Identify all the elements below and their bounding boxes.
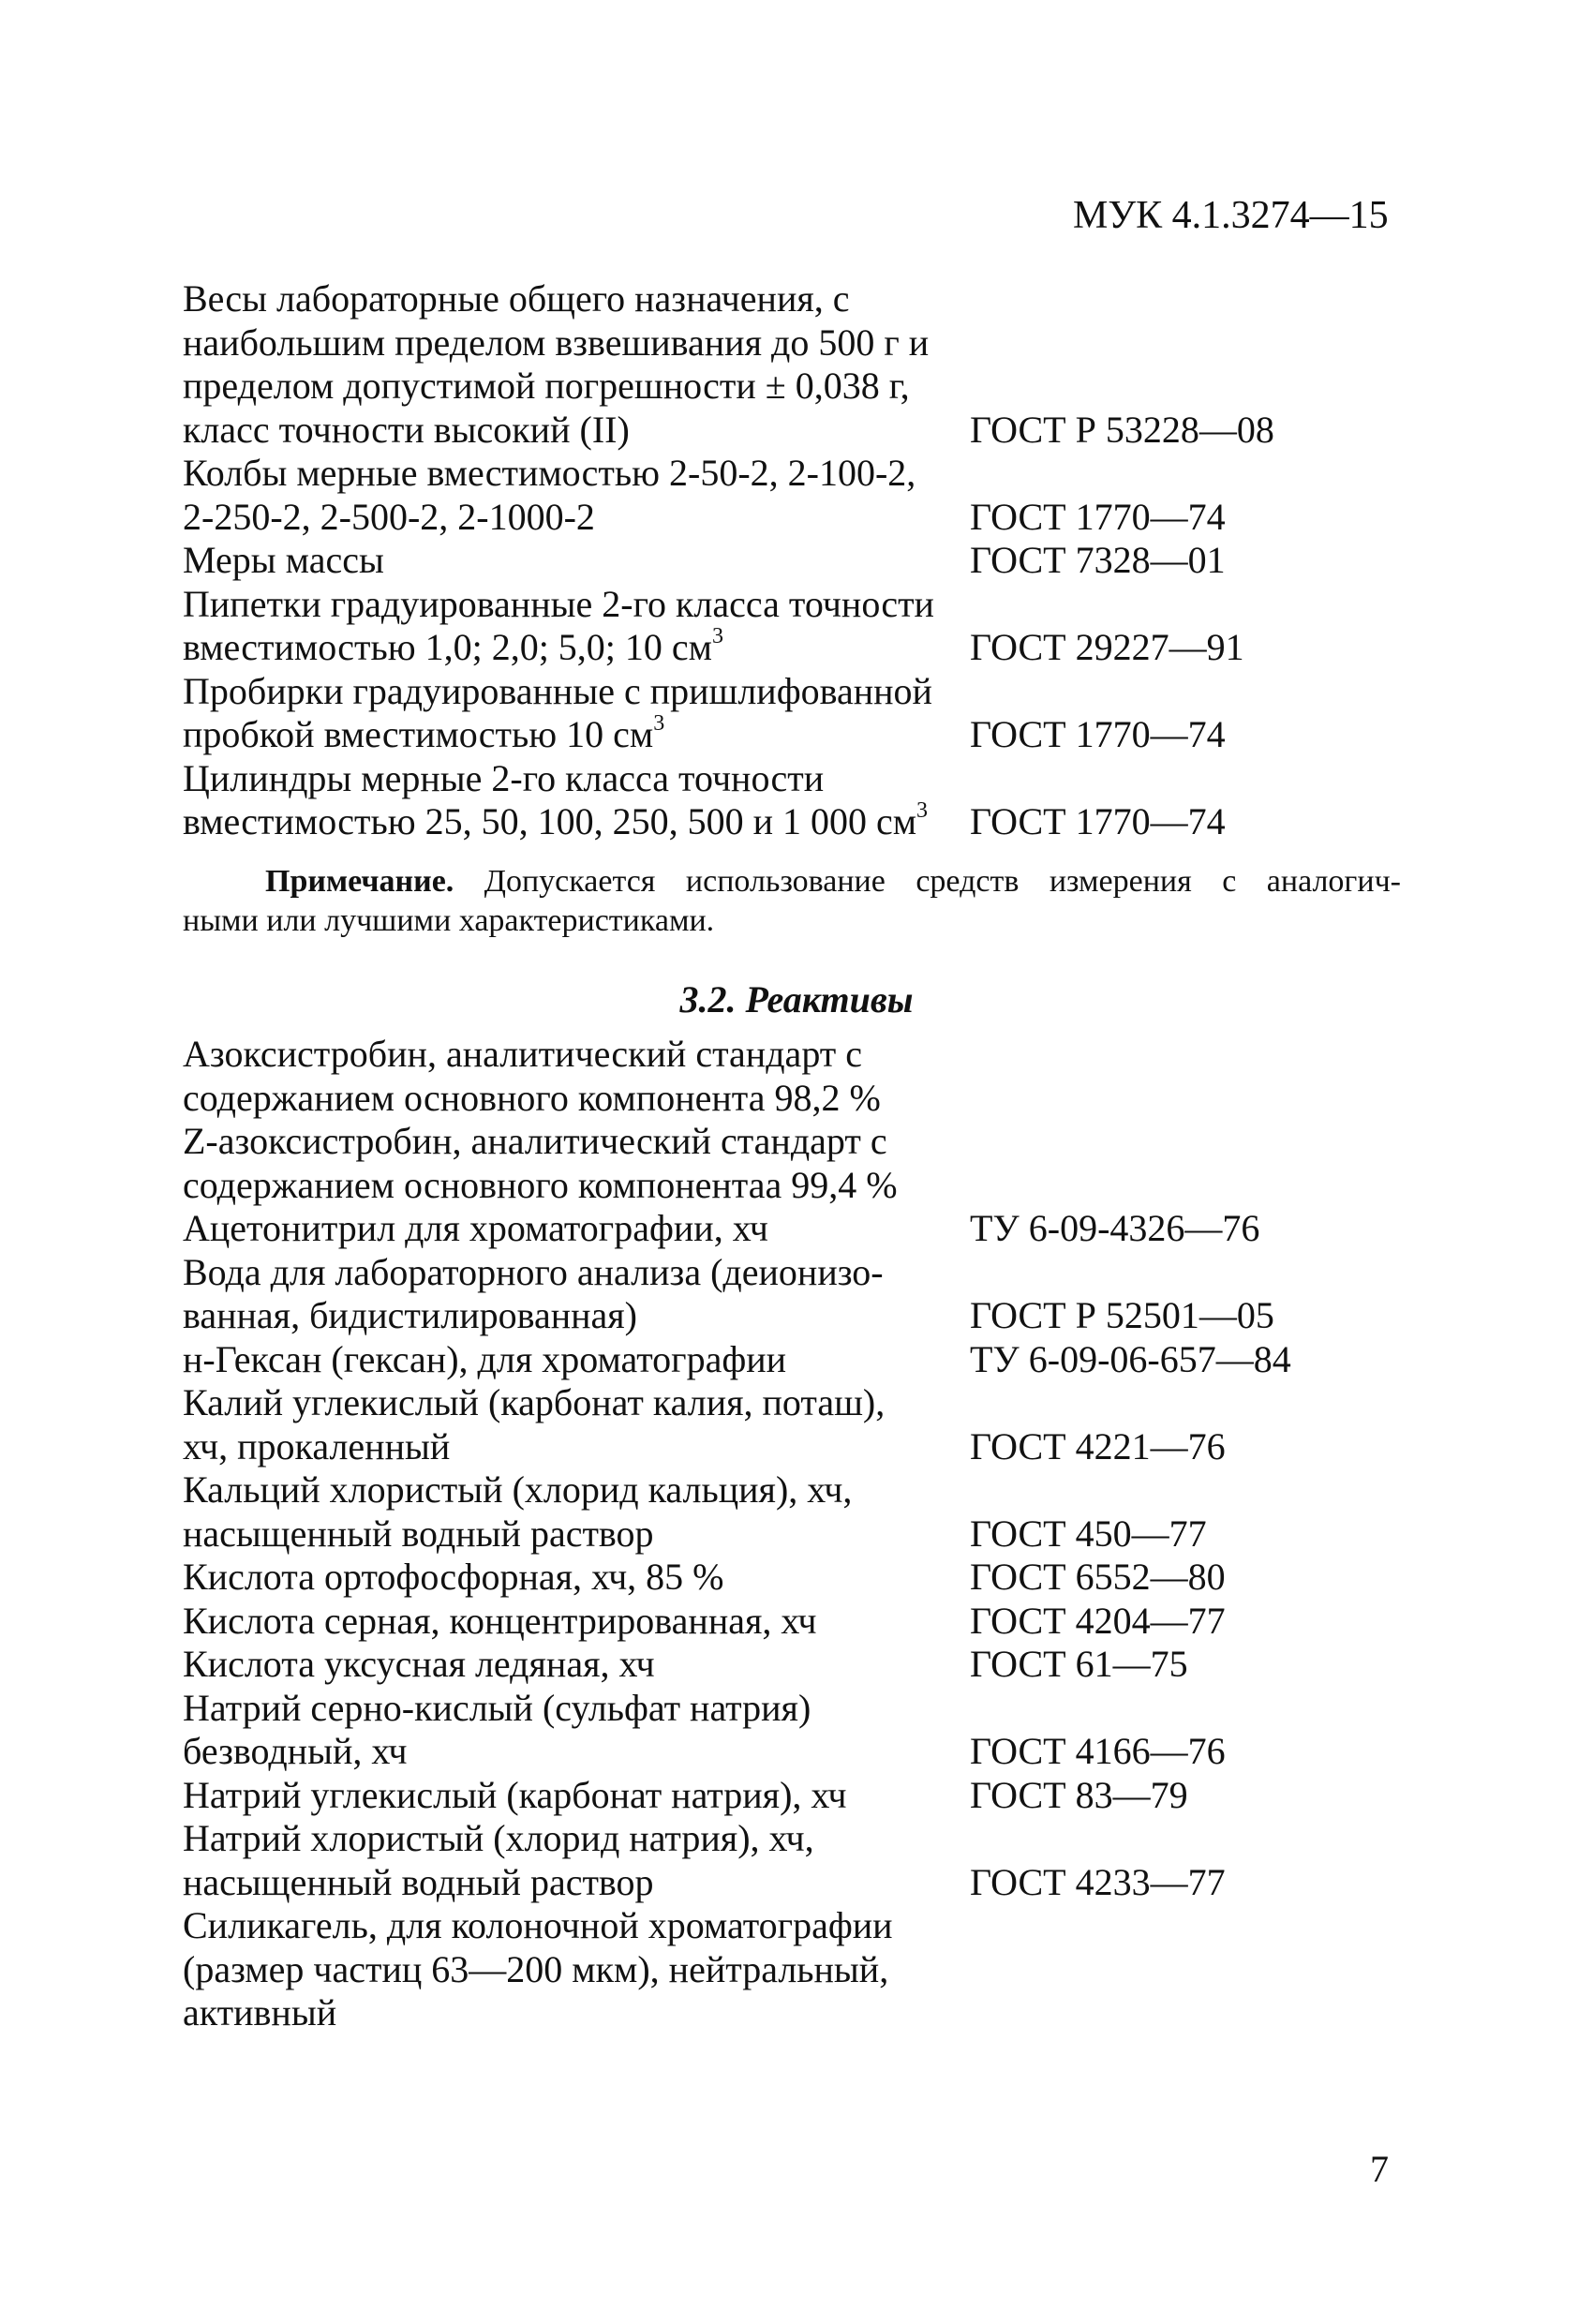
item-name-text: Калий углекислый (карбонат калия, поташ), — [183, 1381, 886, 1423]
item-line — [183, 496, 1401, 540]
item-name — [183, 710, 665, 757]
equipment-item — [183, 757, 1401, 844]
item-line — [183, 321, 1401, 365]
item-line — [183, 277, 1401, 321]
item-name — [183, 670, 932, 714]
item-name — [183, 496, 595, 540]
equipment-list — [183, 277, 1401, 844]
reagent-item — [183, 1817, 1401, 1904]
item-name-text: безводный, хч — [183, 1730, 408, 1772]
page-number: 7 — [1370, 2148, 1389, 2190]
item-name-text: Меры массы — [183, 539, 384, 581]
item-standard: ГОСТ 7328—01 — [970, 539, 1226, 581]
item-line — [183, 1817, 1401, 1861]
reagents-list — [183, 1033, 1401, 2035]
item-line — [183, 1861, 1401, 1905]
item-name-text: Кислота уксусная ледяная, хч — [183, 1643, 655, 1685]
item-name-text: Кислота серная, концентрированная, хч — [183, 1599, 817, 1642]
equipment-item — [183, 539, 1401, 583]
item-standard: ТУ 6-09-06-657—84 — [970, 1337, 1291, 1380]
item-name — [183, 1512, 654, 1557]
item-line — [183, 1600, 1401, 1644]
item-standard: ГОСТ 4233—77 — [970, 1860, 1226, 1903]
item-name-text: (размер частиц 63—200 мкм), нейтральный, — [183, 1947, 889, 1990]
item-line — [183, 1164, 1401, 1208]
reagent-item — [183, 1120, 1401, 1207]
item-name — [183, 1251, 884, 1295]
item-name — [183, 1468, 852, 1512]
item-name — [183, 1948, 888, 1992]
equipment-item — [183, 277, 1401, 452]
item-standard: ГОСТ 4204—77 — [970, 1599, 1226, 1642]
item-name — [183, 1600, 817, 1644]
reagent-item — [183, 1381, 1401, 1468]
section-heading: 3.2. Реактивы — [679, 978, 914, 1020]
item-name — [183, 1338, 786, 1382]
item-name-text: насыщенный водный раствор — [183, 1860, 654, 1903]
item-name-text: Пипетки градуированные 2-го класса точности — [183, 582, 934, 625]
item-name-text: н-Гексан (гексан), для хроматографии — [183, 1337, 787, 1380]
note-line-1 — [183, 862, 1401, 901]
item-name — [183, 277, 850, 321]
item-name-text: ванная, бидистилированная) — [183, 1294, 637, 1336]
item-name-text: Натрий хлористый (хлорид натрия), хч, — [183, 1817, 814, 1859]
item-line — [183, 1294, 1401, 1338]
item-line — [183, 1251, 1401, 1295]
item-name — [183, 1643, 655, 1687]
item-standard: ТУ 6-09-4326—76 — [970, 1207, 1260, 1249]
reagent-item — [183, 1687, 1401, 1774]
item-name — [183, 1904, 893, 1948]
item-name — [183, 452, 916, 496]
reagent-item — [183, 1904, 1401, 2035]
item-name-text: вместимостью 25, 50, 100, 250, 500 и 1 000 см — [183, 800, 917, 842]
item-line — [183, 1033, 1401, 1077]
item-name — [183, 321, 929, 365]
item-name — [183, 1207, 768, 1251]
item-line — [183, 1687, 1401, 1731]
item-name — [183, 1817, 814, 1861]
item-name — [183, 1120, 887, 1164]
item-name — [183, 1774, 847, 1818]
reagent-item — [183, 1556, 1401, 1600]
item-line — [183, 1948, 1401, 1992]
unit-superscript: 3 — [653, 710, 665, 736]
item-name-text: Натрий углекислый (карбонат натрия), хч — [183, 1773, 847, 1816]
item-name — [183, 797, 929, 844]
item-name-text: Ацетонитрил для хроматографии, хч — [183, 1207, 768, 1249]
item-name-text: насыщенный водный раствор — [183, 1512, 654, 1555]
item-line — [183, 1904, 1401, 1948]
item-name-text: Колбы мерные вместимостью 2-50-2, 2-100-2, — [183, 452, 916, 494]
item-name-text: вместимостью 1,0; 2,0; 5,0; 10 см — [183, 626, 712, 668]
item-line — [183, 1120, 1401, 1164]
item-line — [183, 1991, 1401, 2035]
document-code: МУК 4.1.3274—15 — [1073, 194, 1389, 237]
reagent-item — [183, 1251, 1401, 1338]
item-line — [183, 539, 1401, 583]
item-line — [183, 1556, 1401, 1600]
item-name-text: Кальций хлористый (хлорид кальция), хч, — [183, 1468, 853, 1511]
item-name — [183, 1294, 637, 1338]
equipment-item — [183, 670, 1401, 757]
item-name — [183, 1730, 408, 1774]
reagent-item — [183, 1338, 1401, 1382]
item-line — [183, 1643, 1401, 1687]
item-line — [183, 670, 1401, 714]
note — [183, 862, 1401, 941]
item-name — [183, 1381, 885, 1425]
item-standard: ГОСТ 450—77 — [970, 1512, 1207, 1555]
reagent-item — [183, 1643, 1401, 1687]
item-standard: ГОСТ Р 52501—05 — [970, 1294, 1274, 1336]
item-standard: ГОСТ 4166—76 — [970, 1730, 1226, 1772]
item-name-text: Вода для лабораторного анализа (деионизо- — [183, 1250, 884, 1293]
item-line — [183, 1338, 1401, 1382]
reagent-item — [183, 1468, 1401, 1556]
item-name — [183, 583, 934, 627]
item-standard: ГОСТ 1770—74 — [970, 495, 1226, 538]
item-standard: ГОСТ 29227—91 — [970, 626, 1244, 668]
reagent-item — [183, 1033, 1401, 1120]
item-line — [183, 1730, 1401, 1774]
item-name — [183, 539, 384, 583]
item-line — [183, 1512, 1401, 1557]
item-name-text: активный — [183, 1991, 337, 2034]
item-standard: ГОСТ Р 53228—08 — [970, 408, 1274, 451]
item-name-text: Кислота ортофосфорная, хч, 85 % — [183, 1556, 724, 1598]
item-line — [183, 452, 1401, 496]
item-standard: ГОСТ 1770—74 — [970, 713, 1226, 755]
item-line — [183, 757, 1401, 801]
item-name — [183, 1425, 450, 1469]
item-name-text: 2-250-2, 2-500-2, 2-1000-2 — [183, 495, 595, 538]
item-standard: ГОСТ 6552—80 — [970, 1556, 1226, 1598]
item-name-text: содержанием основного компонентаа 99,4 % — [183, 1163, 898, 1206]
item-standard: ГОСТ 4221—76 — [970, 1424, 1226, 1467]
reagent-item — [183, 1774, 1401, 1818]
reagent-item — [183, 1600, 1401, 1644]
item-name — [183, 1556, 724, 1600]
item-name — [183, 757, 824, 801]
item-name — [183, 623, 723, 670]
unit-superscript: 3 — [916, 797, 929, 823]
reagent-item — [183, 1207, 1401, 1251]
item-line — [183, 1381, 1401, 1425]
note-text-1: Допускается использование средств измерения с аналогич- — [484, 864, 1401, 899]
item-name-text: Силикагель, для колоночной хроматографии — [183, 1904, 893, 1946]
item-line — [183, 1207, 1401, 1251]
item-name-text: класс точности высокий (II) — [183, 408, 630, 451]
item-name-text: хч, прокаленный — [183, 1424, 451, 1467]
item-name — [183, 365, 910, 409]
item-name — [183, 1164, 898, 1208]
item-name-text: содержанием основного компонента 98,2 % — [183, 1076, 881, 1119]
item-line — [183, 1468, 1401, 1512]
item-name-text: Натрий серно-кислый (сульфат натрия) — [183, 1686, 811, 1729]
item-standard: ГОСТ 1770—74 — [970, 800, 1226, 842]
item-name — [183, 409, 630, 453]
item-line — [183, 365, 1401, 409]
item-standard: ГОСТ 61—75 — [970, 1643, 1188, 1685]
item-name-text: пределом допустимой погрешности ± 0,038 г, — [183, 365, 910, 407]
item-name-text: наибольшим пределом взвешивания до 500 г и — [183, 320, 930, 364]
item-name — [183, 1687, 811, 1731]
item-name-text: Z-азоксистробин, аналитический стандарт с — [183, 1120, 887, 1162]
equipment-item — [183, 583, 1401, 670]
item-name-text: Азоксистробин, аналитический стандарт с — [183, 1033, 863, 1075]
item-line — [183, 409, 1401, 453]
item-line — [183, 583, 1401, 627]
item-standard: ГОСТ 83—79 — [970, 1773, 1188, 1816]
item-name — [183, 1033, 862, 1077]
item-line — [183, 623, 1401, 670]
item-name-text: Цилиндры мерные 2-го класса точности — [183, 756, 825, 799]
item-line — [183, 797, 1401, 844]
unit-superscript: 3 — [711, 623, 723, 648]
equipment-item — [183, 452, 1401, 539]
item-line — [183, 710, 1401, 757]
item-name-text: Весы лабораторные общего назначения, с — [183, 277, 850, 320]
note-line-2: ными или лучшими характеристиками. — [183, 903, 715, 938]
item-name — [183, 1861, 654, 1905]
item-line — [183, 1077, 1401, 1121]
item-name-text: Пробирки градуированные с пришлифованной — [183, 669, 932, 712]
item-name-text: пробкой вместимостью 10 см — [183, 713, 654, 755]
item-line — [183, 1425, 1401, 1469]
note-label: Примечание. — [265, 864, 454, 899]
item-name — [183, 1991, 336, 2035]
item-line — [183, 1774, 1401, 1818]
item-name — [183, 1077, 881, 1121]
